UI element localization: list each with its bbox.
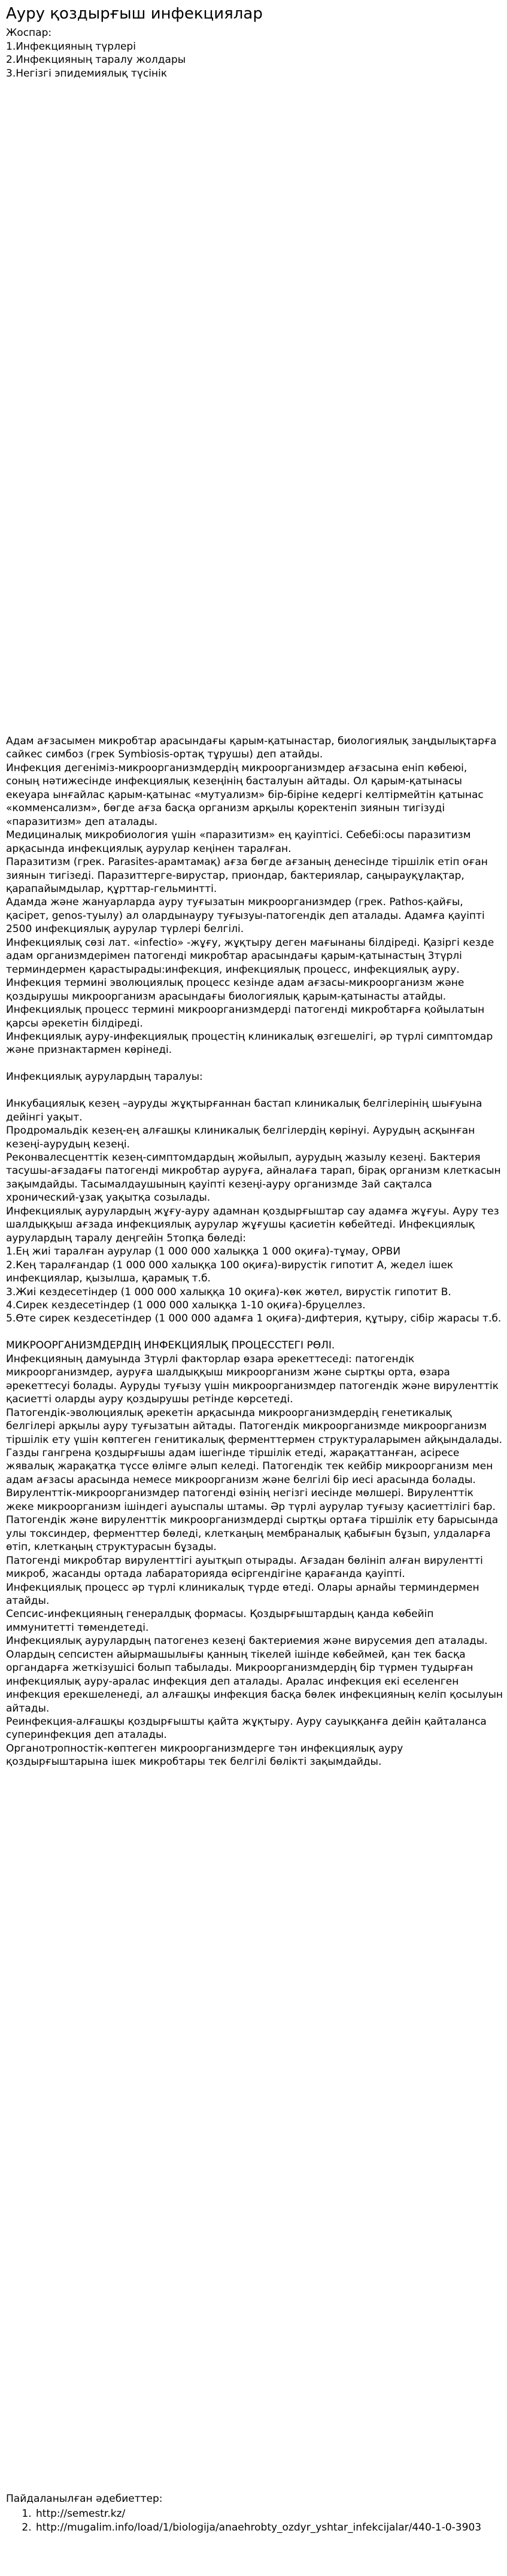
reference-link[interactable]: http://semestr.kz/: [36, 2508, 126, 2520]
group-item: 2.Кең таралғандар (1 000 000 халыққа 100 оқиға)-вирустік гипотит А, жедел ішек инфекциялар, қызылша, қарамық т.б.: [6, 1259, 454, 1285]
paragraph: Инфекциялық аурулардың патогенез кезеңі бактериемия және вирусемия деп аталады. Олардың сепсистен айырмашылығы қанның тікелей ішінде көбеймей, қан тек басқа органдарға жеткізушісі болып табылады. Микроорганизмдердің бір түрмен тудырған инфекциялық ауру-аралас инфекция деп аталады. Аралас инфекция екі еселенген инфекция ерекшеленеді, ал алғашқы инфекция басқа бөлек инфекцияның келіп қосылуын айтады.: [6, 1635, 503, 1715]
group-item: 5.Өте сирек кездесетіндер (1 000 000 адамға 1 оқиға)-дифтерия, құтыру, сібір жарасы т.б.: [6, 1313, 502, 1325]
group-item: 4.Сирек кездесетіндер (1 000 000 халыққа 1-10 оқиға)-бруцеллез.: [6, 1299, 366, 1311]
group-item: 1.Ең жиі таралған аурулар (1 000 000 халыққа 1 000 оқиға)-тұмау, ОРВИ: [6, 1246, 401, 1258]
plan-item: 2.Инфекцияның таралу жолдары: [6, 54, 186, 66]
paragraph: Инфекциялық процесс әр түрлі клиникалық түрде өтеді. Олары арнайы терминдермен атайды.: [6, 1581, 479, 1607]
paragraph: Инфекциялық процесс термині микроорганизмдерді патогенді микробтарға қойылатын қарсы әрекетін білдіреді.: [6, 1004, 485, 1030]
reference-link[interactable]: http://mugalim.info/load/1/biologija/anaehrobty_ozdyr_yshtar_infekcijalar/440-1-0-3903: [36, 2521, 482, 2534]
paragraph: Инфекциялық ауру-инфекциялық процестің клиникалық өзгешелігі, әр түрлі симптомдар және признактармен көрінеді.: [6, 1030, 493, 1056]
paragraph: Инфекцияның дамуында 3түрлі факторлар өзара әрекеттеседі: патогендік микроорганизмдер, ауруға шалдыққыш микроорганизм және сыртқы орта, өзара әрекеттесуі болады. Ауруды туғызу үшін микроорганизмдер патогендік және вируленттік қасиетті оларды ауру қоздырушы ретінде көрсетеді.: [6, 1353, 499, 1406]
paragraph: Патогендік-эволюциялық әрекетін арқасында микроорганизмдердің генетикалық белгілері арқылы ауру туғызатын айтады. Патогендік микроорганизмде микроорганизм тіршілік ету үшін көптеген генитикалық ферменттермен структураларымен айқындалады. Газды гангрена қоздырғышы адам ішегінде тіршілік етеді, жарақаттанған, асіресе жявалық жарақатқа түссе өлімге әлып келеді. Патогендік тек кейбір микроорганизм мен адам ағзасы арасында немесе микроорганизм және белгілі бір иесі арасында болады. Вируленттік-микроорганизмдер патогенді өзінің негізгі иесінде мөлшері. Вируленттік жеке микроорганизм ішіндегі ауыспалы штамы. Әр түрлі аурулар туғызу қасиеттілігі бар. Патогендік және вируленттік микроорганизмдерді сыртқы ортаға тіршілік ету барысында улы токсиндер, ферменттер бөледі, клеткаңың мембраналық қабығын бұзып, улдаларға өтіп, клеткаңың структурасын бұзады.: [6, 1406, 503, 1554]
plan-heading: Жоспар:: [6, 27, 52, 39]
paragraph: Инфекциялық аурулардың жұғу-ауру адамнан қоздырғыштар сау адамға жұғуы. Ауру тез шалдыққыш ағзада инфекциялық аурулар жұғушы қасиетін көбейтеді. Инфекциялық аурулардың таралу деңгейін 5топқа бөледі:: [6, 1205, 499, 1244]
paragraph: Продромальдік кезең-ең алғашқы клиникалық белгілердің көрінуі. Аурудың асқынған кезеңі-аурудың кезеңі.: [6, 1125, 475, 1150]
paragraph: Паразитизм (грек. Parasites-арамтамақ) ағза бөгде ағзаның денесінде тіршілік етіп оған зиянын тигізеді. Паразиттерге-вирустар, приондар, бактериялар, саңырауқұлақтар, қарапайымдылар, құрттар-гельминтті.: [6, 856, 488, 895]
paragraph: Адам ағзасымен микробтар арасындағы қарым-қатынастар, биологиялық заңдылықтарға сайкес симбоз (грек Symbiosis-ортақ тұрушы) деп атайды.: [6, 735, 497, 761]
references-list: [6, 2507, 503, 2534]
paragraph: Сепсис-инфекцияның генералдық формасы. Қоздырғыштардың қанда көбейіп иммунитетті төмендетеді.: [6, 1608, 434, 1634]
body-text: [6, 735, 503, 1769]
paragraph: Инфекциялық сөзі лат. «infectio» -жұғу, жұқтыру деген мағынаны білдіреді. Қазіргі кезде адам организмдерімен патогенді микробтар арасындағы қарым-қатынастың 3түрлі терминдермен қарастырады:инфекция, инфекциялық процесс, инфекциялық ауру.: [6, 936, 494, 976]
references-heading: Пайдаланылған әдебиеттер:: [6, 2493, 163, 2505]
paragraph: Реинфекция-алғашқы қоздырғышты қайта жұқтыру. Ауру сауыққанға дейін қайталанса суперинфекция деп аталады.: [6, 1716, 487, 1741]
spacer: [6, 1326, 503, 1339]
plan-section: [6, 26, 502, 80]
section-heading: Инфекциялық аурулардың таралуы:: [6, 1071, 203, 1083]
reference-item: [35, 2507, 503, 2521]
group-item: 3.Жиі кездесетіндер (1 000 000 халыққа 10 оқиға)-көк жөтел, вирустік гипотит В.: [6, 1286, 451, 1298]
paragraph: Органотропностік-көптеген микроорганизмдерге тән инфекциялық ауру қоздырғыштарына ішек микробтары тек белгілі бөлікті зақымдайды.: [6, 1742, 403, 1768]
spacer: [6, 1084, 503, 1097]
paragraph: Инкубациялық кезең –ауруды жұқтырғаннан бастап клиникалық белгілерінің шығуына дейінгі уақыт.: [6, 1098, 482, 1123]
section-heading: МИКРООРГАНИЗМДЕРДІҢ ИНФЕКЦИЯЛЫҚ ПРОЦЕССТЕГІ РӨЛІ.: [6, 1339, 335, 1352]
paragraph: Инфекция термині эволюциялық процесс кезінде адам ағзасы-микроорганизм және қоздырушы микроорганизм арасындағы биологиялық қарым-қатынасты атайды.: [6, 977, 465, 1003]
reference-item: [35, 2521, 503, 2535]
paragraph: Реконвалесценттік кезең-симптомдардың жойылып, аурудың жазылу кезеңі. Бактерия тасушы-ағзадағы патогенді микробтар ауруға, айналаға тарап, бірақ организм клеткасын зақымдайды. Тасымалдаушының қауіпті кезеңі-ауру организмде 3ай сақталса хронический-ұзақ уақытқа созылады.: [6, 1152, 501, 1204]
paragraph: Инфекция дегеніміз-микроорганизмдердің микроорганизмдер ағзасына еніп көбеюі, соның нәтижесінде инфекциялық кезеңінің басталуын айтады. Ол қарым-қатынасы екеуара ынғайлас қарым-қатынас «мутуализм» бір-біріне кедергі келтірмейтін қатынас «комменсализм», бөгде ағза басқа организм арқылы қоректеніп зиянын тигізуді «паразитизм» деп аталады.: [6, 762, 484, 828]
paragraph: Адамда және жануарларда ауру туғызатын микроорганизмдер (грек. Pathos-қайғы, қасірет, genos-туылу) ал олардынауру туғызуы-патогендік деп аталады. Адамға қауіпті 2500 инфекциялық аурулар түрлері белгілі.: [6, 896, 485, 936]
plan-item: 1.Инфекцияның түрлері: [6, 40, 136, 53]
plan-item: 3.Негізгі эпидемиялық түсінік: [6, 67, 168, 80]
page-title: Ауру қоздырғыш инфекциялар: [6, 5, 263, 23]
paragraph: Медициналық микробиология үшін «паразитизм» ең қауіптісі. Себебі:осы паразитизм арқасында инфекциялық аурулар кеңінен таралған.: [6, 829, 471, 855]
spacer: [6, 1057, 503, 1070]
paragraph: Патогенді микробтар вируленттігі ауытқып отырады. Ағзадан бөлініп алған вирулентті микроб, жасанды ортада лабараторияда өсіргендігіне қарағанда қауіпті.: [6, 1554, 483, 1581]
